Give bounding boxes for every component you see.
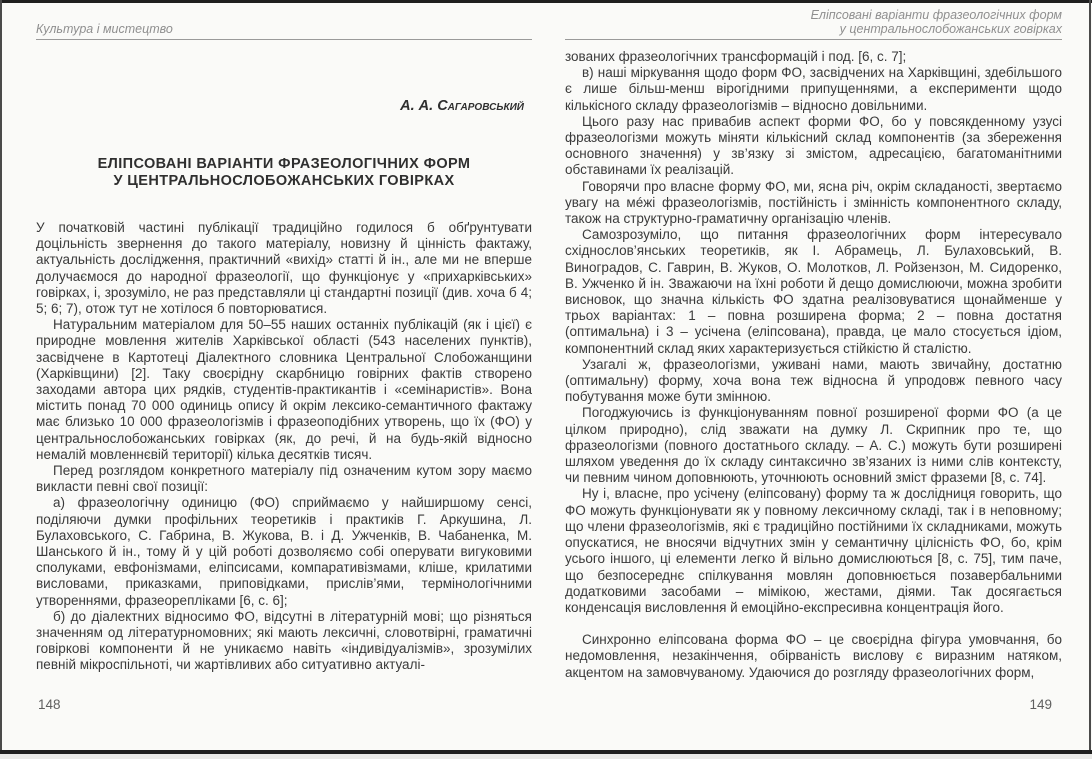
right-page	[565, 8, 1062, 681]
paragraph: в) наші міркування щодо форм ФО, засвідчених на Харківщині, здебільшого є лише більш-менш вірогідними припущеннями, а експерименти щодо кількісного складу фразеологізмів – відносно довільними.	[565, 65, 1062, 113]
paragraph: Узагалі ж, фразеологізми, уживані нами, мають звичайну, достатню (оптимальну) форму, хоча вона теж відносна й упродовж певного часу побутування може бути змінною.	[565, 356, 1062, 405]
page-number-right: 149	[1029, 697, 1052, 712]
paragraph: Говорячи про власне форму ФО, ми, ясна річ, окрім складаності, звертаємо увагу на мéжі фразеологізмів, постійність і змінність компонентного складу, також на структурно-граматичну організацію членів.	[565, 178, 1062, 227]
article-title-line2: У ЦЕНТРАЛЬНОСЛОБОЖАНСЬКИХ ГОВІРКАХ	[113, 173, 455, 189]
running-header-right-text	[811, 8, 1062, 36]
paragraph: Погоджуючись із функціонуванням повної розширеної форми ФО (а це цілком природно), слід зважати на думку Л. Скрипник про те, що фразеологізми (повного достатнього складу. – А. С.) можуть бути розширені шляхом уведення до їх складу синтаксично зв’язаних із ними слів контексту, чи певним чином доповнюють, уточнюють основний зміст фраземи [8, с. 74].	[565, 405, 1062, 486]
running-header-right-line1: Еліпсовані варіанти фразеологічних форм	[810, 8, 1062, 22]
paragraph: зованих фразеологічних трансформацій і под. [6, с. 7];	[565, 49, 907, 64]
paragraph: Цього разу нас привабив аспект форми ФО, бо у повсякденному узусі фразеологізми можуть міняти кількісний склад компонентів (за збереження основного значення) у зв’язку зі змістом, адресацією, багатоманітними обставинами їх реалізацій.	[565, 113, 1062, 178]
paragraph: Перед розглядом конкретного матеріалу під означеним кутом зору маємо викласти певні свої позиції:	[36, 463, 532, 495]
scan-edge-left	[0, 0, 2, 754]
article-title	[36, 156, 532, 190]
running-header-right-line2: у центральнослобожанських говірках	[839, 22, 1062, 36]
running-header-left-text: Культура і мистецтво	[36, 22, 173, 36]
scan-edge-top	[0, 0, 1092, 3]
paragraph: Натуральним матеріалом для 50–55 наших останніх публікацій (як і цієї) є природне мовлення жителів Харківської області (543 населених пунктів), засвідчене в Картотеці Діалектного словника Центральної Слобожанщини (Харківщини) [2]. Таку своєрідну скарбницю говірних фактів створено заходами автора цих рядків, студентів-практикантів і «семінаристів». Вона містить понад 70 000 одиниць опису й окрім лексико-семантичного фактажу має близько 10 000 фразеологізмів і фразеоподібних утворень, що їх (ФО) у центральнослобожанських говірках (як, до речі, й на будь-якій відносно немалій мовленнєвій території) кілька десятків тисяч.	[36, 317, 532, 462]
paragraph: б) до діалектних відносимо ФО, відсутні в літературній мові; що різняться значенням од літературномовних; які мають лексичні, словотвірні, граматичні говіркові компоненти й не уникаємо навіть «індивідуалізмів», зрозумілих певній мікроспільноті, чи жартівливих або ситуативно актуалі-	[36, 608, 532, 673]
running-header-left	[36, 8, 532, 40]
running-header-right	[565, 8, 1062, 40]
scan-edge-below	[0, 754, 1092, 759]
paragraph: Самозрозуміло, що питання фразеологічних форм інтересувало східнослов’янських теоретиків, як І. Абрамець, Л. Булаховський, В. Виноградов, С. Гаврин, В. Жуков, О. Молотков, Л. Ройзензон, М. Сидоренко, В. Ужченко й ін. Зважаючи на їхні роботи й дещо домислюючи, можна зробити висновок, що значна кількість ФО здатна реалізовуватися щонайменше у трьох варіантах: 1 – повна розширена форма; 2 – повна достатня (оптимальна) і 3 – усічена (еліпсована), правда, це мало стосується ідіом, компонентний склад яких характеризується стійкістю й сталістю.	[565, 227, 1062, 356]
author-name: А. А. Сагаровський	[400, 98, 524, 114]
article-title-line1: ЕЛІПСОВАНІ ВАРІАНТИ ФРАЗЕОЛОГІЧНИХ ФОРМ	[97, 156, 471, 172]
left-page	[36, 8, 532, 674]
paragraph: Ну і, власне, про усічену (еліпсовану) форму та ж дослідниця говорить, що ФО можуть функціонувати як у повному лексичному складі, так і в неповному; що члени фразеологізмів, які є традиційно постійними їх складниками, можуть опускатися, не вносячи відчутних змін у семантичну цілісність ФО, бо, крім усього іншого, ці елементи легко й вільно домислюються [8, с. 75], тим паче, що безпосереднє спілкування мовлян доповнюється позавербальними додатковими засобами – мімікою, жестами, діями. Так досягається конденсація висловлення й емоційно-експресивна концентрація його.	[565, 486, 1062, 615]
right-page-body	[565, 49, 1062, 681]
left-page-body	[36, 220, 532, 674]
scan-edge-right	[1089, 0, 1091, 754]
paragraph: Синхронно еліпсована форма ФО – це своєрідна фігура умовчання, бо недомовлення, незакінчення, обірваність вислову є виразним натяком, акцентом на замовчуваному. Удаючися до розгляду фразеологічних форм,	[565, 632, 1062, 680]
paragraph: У початковій частині публікації традиційно годилося б обґрунтувати доцільність звернення до такого матеріалу, новизну й цінність фактажу, актуальність дослідження, практичний «вихід» статті й ін., але ми не вперше долучаємося до народної фразеології, що функціонує у «прихарківських» говірках, і, зрозуміло, не раз представляли ці стандартні позиції (див. хоча б 4; 5; 6; 7), отож тут не хотілося б повторюватися.	[36, 220, 532, 317]
paragraph: а) фразеологічну одиницю (ФО) сприймаємо у найширшому сенсі, поділяючи думки профільних теоретиків і практиків Г. Аркушина, Л. Булаховського, С. Габрина, В. Жукова, В. і Д. Ужченків, В. Чабаненка, М. Шанського й ін., тому й у цій роботі дозволяємо собі оперувати вигуковими сполуками, евфонізмами, еліпсисами, компаративізмами, кліше, крилатими висловами, приказками, приповідками, прислів’ями, термінологічними утвореннями, фразеорепліками [6, с. 6];	[36, 495, 532, 608]
page-number-left: 148	[38, 697, 61, 712]
